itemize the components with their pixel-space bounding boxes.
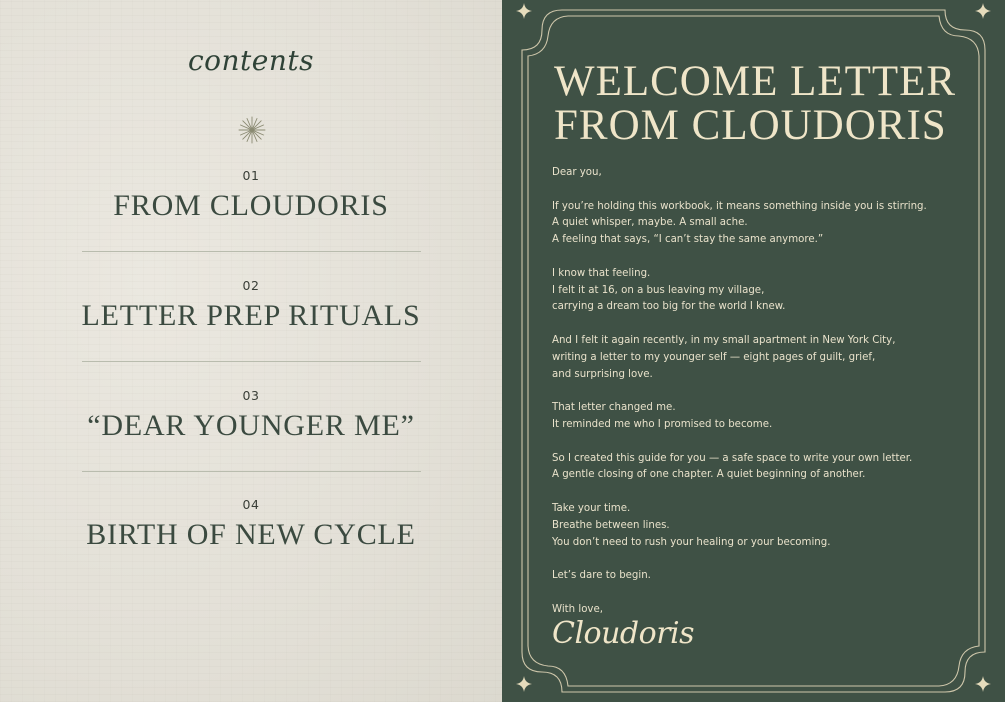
letter-line: You don’t need to rush your healing or your becoming. (552, 536, 831, 548)
toc-divider (82, 471, 421, 472)
toc-number: 04 (242, 497, 260, 512)
toc-entry-2[interactable] (0, 278, 502, 333)
letter-line: I felt it at 16, on a bus leaving my village, (552, 284, 765, 296)
toc-number: 02 (242, 278, 260, 293)
sparkle-icon (238, 116, 266, 144)
paragraph-3 (552, 333, 952, 383)
toc-number: 01 (242, 168, 260, 183)
toc-divider (82, 361, 421, 362)
letter-line: Let’s dare to begin. (552, 570, 651, 582)
paragraph-2 (552, 266, 952, 316)
toc-number: 03 (242, 388, 260, 403)
letter-heading (554, 60, 974, 148)
closing-line: With love, (552, 603, 603, 615)
letter-line: and surprising love. (552, 368, 653, 380)
contents-page (0, 0, 502, 702)
letter-line: A gentle closing of one chapter. A quiet beginning of another. (552, 469, 866, 481)
four-point-star-icon (516, 676, 532, 692)
greeting: Dear you, (552, 167, 602, 178)
paragraph-6 (552, 501, 952, 551)
paragraph-7 (552, 568, 952, 585)
four-point-star-icon (975, 3, 991, 19)
toc-entry-4[interactable] (0, 497, 502, 552)
letter-line: And I felt it again recently, in my small apartment in New York City, (552, 334, 896, 346)
paragraph-5 (552, 451, 952, 485)
welcome-letter-page (502, 0, 1005, 702)
heading-line: WELCOME LETTER (554, 58, 957, 105)
letter-line: A feeling that says, “I can’t stay the same anymore.” (552, 234, 824, 246)
toc-title: LETTER PREP RITUALS (81, 299, 421, 332)
letter-line: It reminded me who I promised to become. (552, 418, 773, 430)
four-point-star-icon (975, 676, 991, 692)
paragraph-4 (552, 400, 952, 434)
letter-line: carrying a dream too big for the world I knew. (552, 301, 786, 313)
letter-line: That letter changed me. (552, 402, 676, 414)
letter-line: So I created this guide for you — a safe space to write your own letter. (552, 452, 913, 464)
toc-entry-1[interactable] (0, 168, 502, 223)
letter-line: Breathe between lines. (552, 519, 670, 531)
toc-divider (82, 251, 421, 252)
toc-title: BIRTH OF NEW CYCLE (86, 518, 416, 551)
signature: Cloudoris (552, 616, 695, 651)
letter-line: A quiet whisper, maybe. A small ache. (552, 217, 748, 229)
letter-line: If you’re holding this workbook, it means something inside you is stirring. (552, 200, 927, 212)
contents-title: contents (187, 44, 315, 77)
toc-title: “DEAR YOUNGER ME” (87, 409, 415, 442)
paragraph-1 (552, 199, 952, 249)
heading-line: FROM CLOUDORIS (554, 102, 947, 149)
letter-line: I know that feeling. (552, 267, 651, 279)
four-point-star-icon (516, 3, 532, 19)
toc-entry-3[interactable] (0, 388, 502, 443)
letter-line: Take your time. (552, 502, 631, 514)
letter-line: writing a letter to my younger self — eight pages of guilt, grief, (552, 351, 876, 363)
letter-body (552, 165, 952, 635)
toc-title: FROM CLOUDORIS (113, 189, 389, 222)
